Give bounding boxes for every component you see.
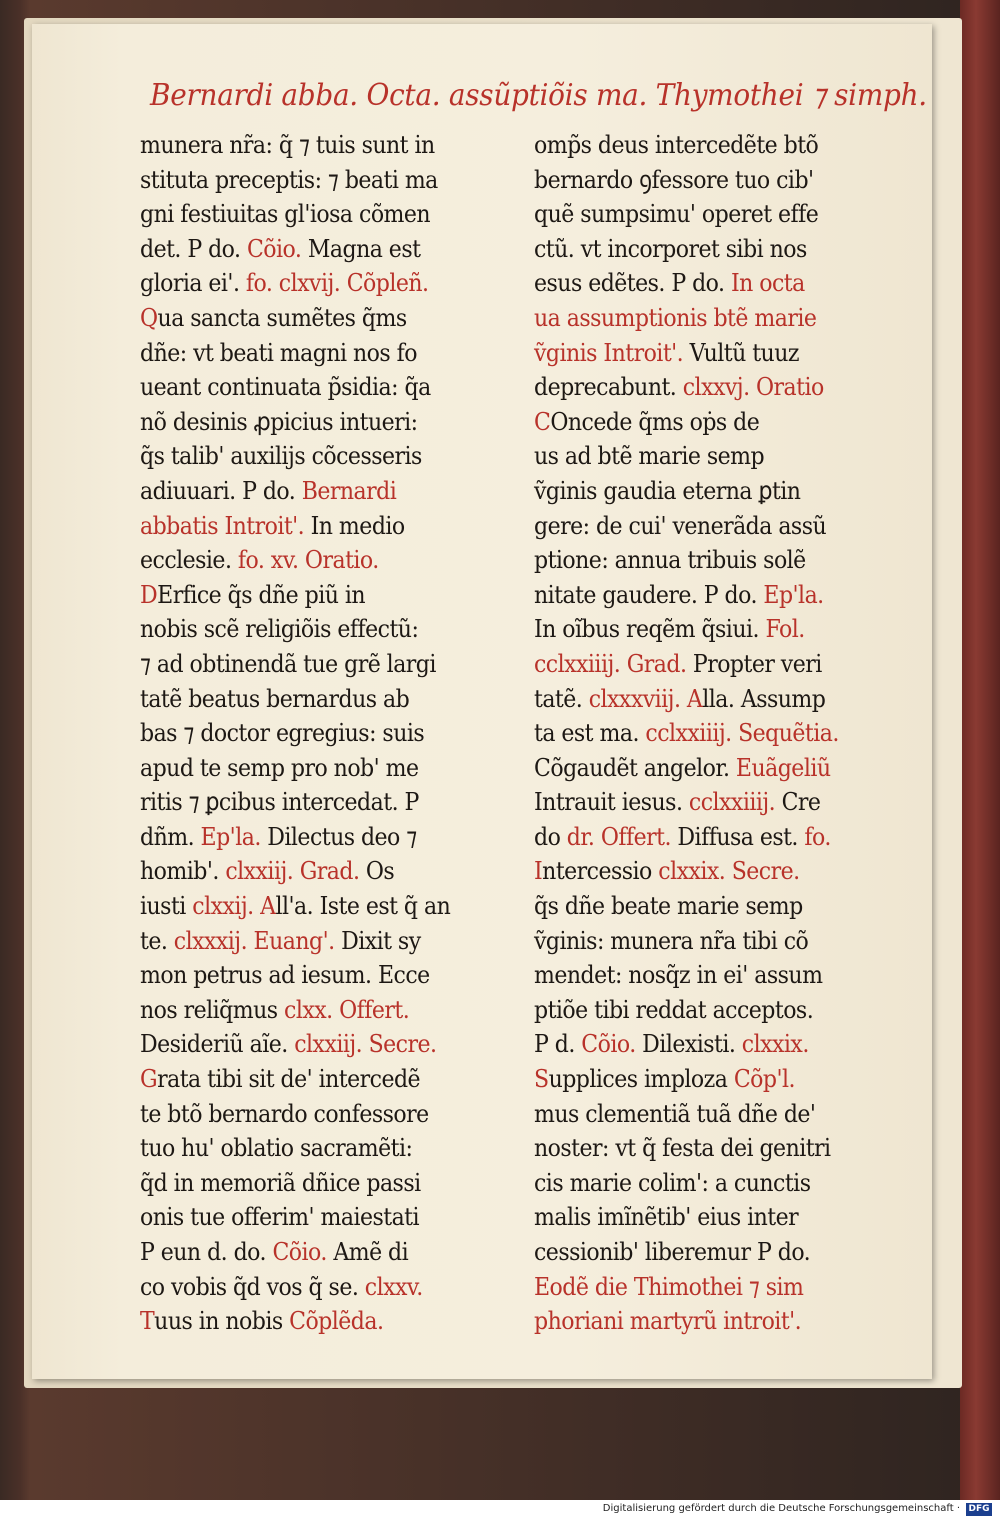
text-line: [534, 820, 874, 855]
rubric-text: In octa: [730, 268, 805, 298]
body-text: gere: de cui' venerãda assũ: [534, 510, 827, 540]
text-line: [534, 197, 874, 232]
text-line: [534, 509, 874, 544]
text-line: [140, 1235, 480, 1270]
body-text: Magna est: [307, 233, 421, 263]
rubric-text: clxxxviij. A: [588, 683, 703, 713]
text-line: [140, 1270, 480, 1305]
text-line: [140, 509, 480, 544]
rubric-text: clxxxij. Euang'.: [173, 925, 342, 955]
text-line: [534, 474, 874, 509]
rubric-text: Cõio.: [581, 1029, 643, 1059]
text-line: [534, 924, 874, 959]
right-text-column: [534, 128, 874, 1339]
body-text: iusti: [140, 891, 193, 921]
body-text: adiuuari. P do.: [140, 475, 302, 505]
body-text: ṽginis: munera nr̃a tibi cõ: [534, 925, 809, 955]
rubric-text: Euãgeliũ: [735, 752, 831, 782]
dfg-logo: DFG: [966, 1503, 992, 1516]
body-text: ntercessio: [542, 856, 659, 886]
body-text: dñe: vt beati magni nos fo: [140, 337, 418, 367]
body-text: esus edẽtes. P do.: [534, 268, 731, 298]
body-text: ctũ. vt incorporet sibi nos: [534, 233, 807, 263]
rubric-text: clxxiij. Secre.: [294, 1029, 437, 1059]
rubric-text: Bernardi: [301, 475, 397, 505]
body-text: det. P do.: [140, 233, 247, 263]
body-text: ritis ⁊ ꝑcibus intercedat. P: [140, 787, 419, 817]
text-line: [140, 405, 480, 440]
text-line: [140, 647, 480, 682]
rubric-text: clxxix.: [741, 1029, 809, 1059]
body-text: mus clementiã tuã dñe de': [534, 1098, 816, 1128]
body-text: malis imĩnẽtib' eius inter: [534, 1202, 799, 1232]
body-text: onis tue offerim' maiestati: [140, 1202, 420, 1232]
body-text: co vobis q̃d vos q̃ se.: [140, 1271, 365, 1301]
text-line: [534, 1166, 874, 1201]
body-text: bas ⁊ doctor egregius: suis: [140, 718, 425, 748]
body-text: ṽginis gaudia eterna ꝑtin: [534, 475, 801, 505]
rubric-text: Cõio.: [246, 233, 308, 263]
text-line: [534, 439, 874, 474]
rubric-text: clxxvj. Oratio: [682, 372, 824, 402]
body-text: tuo hu' oblatio sacramẽti:: [140, 1133, 413, 1163]
body-text: q̃s talib' auxilijs cõcesseris: [140, 441, 422, 471]
text-line: [140, 543, 480, 578]
body-text: dñm.: [140, 821, 201, 851]
text-line: [534, 612, 874, 647]
rubric-text: Cõplẽda.: [289, 1306, 384, 1336]
text-line: [140, 266, 480, 301]
text-line: [140, 1027, 480, 1062]
rubric-text: clxxv.: [364, 1271, 423, 1301]
rubric-text: I: [534, 856, 543, 886]
body-text: tatẽ.: [534, 683, 589, 713]
body-text: Propter veri: [692, 648, 822, 678]
body-text: In medio: [310, 510, 405, 540]
text-line: [140, 197, 480, 232]
text-line: [534, 1131, 874, 1166]
body-text: nõ desinis ꝓpicius intueri:: [140, 406, 418, 436]
body-text: gni festiuitas gl'iosa cõmen: [140, 199, 431, 229]
body-text: ua sancta sumẽtes q̃ms: [157, 302, 407, 332]
text-line: [140, 439, 480, 474]
body-text: Dixit sy: [341, 925, 421, 955]
rubric-text: T: [140, 1306, 155, 1336]
text-line: [534, 751, 874, 786]
body-text: ueant continuata p̃sidia: q̃a: [140, 372, 431, 402]
footer-bar: [0, 1500, 1000, 1520]
body-text: P d.: [534, 1029, 582, 1059]
text-line: [140, 370, 480, 405]
body-text: Diffusa est.: [677, 821, 805, 851]
rubric-text: Fol.: [765, 614, 805, 644]
rubric-text: ṽginis Introit'.: [534, 337, 690, 367]
body-text: ptione: annua tribuis solẽ: [534, 545, 806, 575]
rubric-text: cclxxiiij. Sequẽtia.: [645, 718, 839, 748]
body-text: nobis scẽ religiõis effectũ:: [140, 614, 419, 644]
body-text: ⁊ ad obtinendã tue grẽ largi: [140, 648, 436, 678]
text-line: [140, 163, 480, 198]
body-text: ptiõe tibi reddat acceptos.: [534, 994, 814, 1024]
body-text: Erfice q̃s dñe piũ in: [157, 579, 366, 609]
text-line: [140, 1304, 480, 1339]
body-text: us ad btẽ marie semp: [534, 441, 765, 471]
body-text: uus in nobis: [154, 1306, 290, 1336]
body-text: munera nr̃a: q̃ ⁊ tuis sunt in: [140, 130, 435, 159]
body-text: q̃s dñe beate marie semp: [534, 891, 803, 921]
rubric-text: clxx. Offert.: [284, 994, 410, 1024]
rubric-text: Ep'la.: [763, 579, 824, 609]
text-line: [140, 716, 480, 751]
body-text: Intrauit iesus.: [534, 787, 689, 817]
rubric-text: fo.: [804, 821, 831, 851]
body-text: q̃d in memoriã dñice passi: [140, 1167, 421, 1197]
text-line: [140, 612, 480, 647]
text-line: [140, 232, 480, 267]
text-line: [534, 128, 874, 163]
body-text: Cre: [781, 787, 821, 817]
body-text: quẽ sumpsimu' operet effe: [534, 199, 819, 229]
text-line: [140, 1131, 480, 1166]
text-line: [140, 751, 480, 786]
body-text: nitate gaudere. P do.: [534, 579, 764, 609]
body-text: cis marie colim': a cunctis: [534, 1167, 811, 1197]
body-text: Dilexisti.: [642, 1029, 742, 1059]
text-line: [140, 785, 480, 820]
text-line: [140, 128, 480, 163]
rubric-text: clxxij. A: [192, 891, 276, 921]
text-line: [534, 1235, 874, 1270]
body-text: nos reliq̃mus: [140, 994, 285, 1024]
text-line: [534, 993, 874, 1028]
text-line: [534, 647, 874, 682]
text-line: [534, 336, 874, 371]
body-text: gloria ei'.: [140, 268, 246, 298]
body-text: rata tibi sit de' intercedẽ: [157, 1064, 421, 1094]
rubric-text: cclxxiiij.: [688, 787, 782, 817]
running-header: Bernardi abba. Octa. assũptiõis ma. Thymothei ⁊ simph.: [150, 78, 927, 113]
text-line: [534, 405, 874, 440]
text-line: [534, 682, 874, 717]
rubric-text: Q: [140, 302, 158, 332]
rubric-text: G: [140, 1064, 158, 1094]
body-text: Oncede q̃ms oṗs de: [550, 406, 760, 436]
body-text: upplices imploza: [548, 1064, 734, 1094]
body-text: In oĩbus reqẽm q̃siui.: [534, 614, 766, 644]
text-line: [140, 682, 480, 717]
text-line: [534, 889, 874, 924]
text-line: [534, 543, 874, 578]
text-line: [534, 163, 874, 198]
text-line: [534, 854, 874, 889]
text-line: [140, 924, 480, 959]
text-line: [534, 1097, 874, 1132]
rubric-text: abbatis Introit'.: [140, 510, 311, 540]
text-line: [534, 370, 874, 405]
text-line: [140, 474, 480, 509]
body-text: mon petrus ad iesum. Ecce: [140, 960, 430, 990]
body-text: cessionib' liberemur P do.: [534, 1237, 811, 1266]
text-line: [534, 785, 874, 820]
body-text: mendet: nosq̃z in ei' assum: [534, 960, 823, 990]
rubric-text: Eodẽ die Thimothei ⁊ sim: [534, 1271, 804, 1301]
rubric-text: phoriani martyrũ introit'.: [534, 1306, 802, 1336]
body-text: Dilectus deo ⁊: [267, 821, 417, 851]
rubric-text: Ep'la.: [200, 821, 268, 851]
text-line: [140, 854, 480, 889]
text-line: [534, 1304, 874, 1339]
body-text: ll'a. Iste est q̃ an: [275, 891, 451, 921]
rubric-text: clxxiij. Grad.: [225, 856, 366, 886]
body-text: P eun d. do.: [140, 1237, 273, 1266]
rubric-text: D: [140, 579, 158, 609]
text-line: [140, 958, 480, 993]
rubric-text: fo. xv. Oratio.: [237, 545, 379, 575]
text-line: [140, 1200, 480, 1235]
body-text: tatẽ beatus bernardus ab: [140, 683, 410, 713]
body-text: lla. Assump: [702, 683, 826, 713]
rubric-text: Cõp'l.: [733, 1064, 795, 1094]
rubric-text: ua assumptionis btẽ marie: [534, 302, 817, 332]
body-text: Os: [365, 856, 395, 886]
body-text: te.: [140, 925, 174, 955]
rubric-text: Cõio.: [272, 1237, 334, 1266]
text-line: [140, 993, 480, 1028]
body-text: bernardo ꝯfessore tuo cib': [534, 164, 814, 194]
body-text: do: [534, 821, 567, 851]
text-line: [534, 266, 874, 301]
left-text-column: [140, 128, 480, 1339]
text-line: [140, 578, 480, 613]
text-line: [534, 232, 874, 267]
body-text: Cõgaudẽt angelor.: [534, 752, 736, 782]
text-line: [534, 1027, 874, 1062]
body-text: omp̃s deus intercedẽte btõ: [534, 130, 819, 159]
text-line: [534, 958, 874, 993]
body-text: apud te semp pro nob' me: [140, 752, 419, 782]
text-line: [140, 820, 480, 855]
body-text: Desideriũ aĩe.: [140, 1029, 295, 1059]
rubric-text: S: [534, 1064, 549, 1094]
body-text: deprecabunt.: [534, 372, 683, 402]
digitization-credit: Digitalisierung gefördert durch die Deutsche Forschungsgemeinschaft ·: [602, 1503, 960, 1514]
rubric-text: C: [534, 406, 551, 436]
body-text: homib'.: [140, 856, 226, 886]
body-text: Vultũ tuuz: [689, 337, 799, 367]
rubric-text: clxxix. Secre.: [658, 856, 800, 886]
text-line: [140, 336, 480, 371]
body-text: stituta preceptis: ⁊ beati ma: [140, 164, 438, 194]
text-line: [140, 889, 480, 924]
text-line: [534, 1062, 874, 1097]
rubric-text: dr. Offert.: [566, 821, 678, 851]
text-line: [534, 301, 874, 336]
body-text: ecclesie.: [140, 545, 238, 575]
book-cover-edge: [960, 0, 1000, 1500]
text-line: [140, 1166, 480, 1201]
text-line: [140, 1097, 480, 1132]
text-line: [140, 1062, 480, 1097]
body-text: noster: vt q̃ festa dei genitri: [534, 1133, 831, 1163]
text-line: [534, 716, 874, 751]
body-text: ta est ma.: [534, 718, 646, 748]
rubric-text: cclxxiiij. Grad.: [534, 648, 693, 678]
rubric-text: fo. clxvij. Cõpleñ.: [245, 268, 429, 298]
body-text: te btõ bernardo confessore: [140, 1098, 429, 1128]
text-line: [140, 301, 480, 336]
body-text: Amẽ di: [333, 1237, 409, 1266]
text-line: [534, 1270, 874, 1305]
text-line: [534, 1200, 874, 1235]
text-line: [534, 578, 874, 613]
